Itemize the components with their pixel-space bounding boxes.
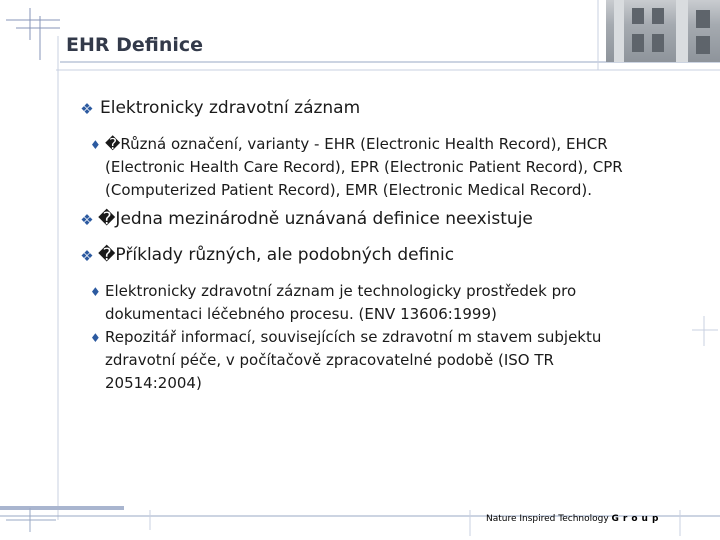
footer-group: Group — [611, 514, 663, 524]
diamond-suit-icon: ❖ — [80, 100, 94, 118]
header-building-photo — [606, 0, 720, 62]
sub-bullet-1-1: �Různá označení, varianty - EHR (Electronic Health Record), EHCR (Electronic Health Care Record), EPR (Electronic Patient Record), CPR (Computerized Patient Record), EMR (Electronic Medical Record). — [105, 135, 623, 199]
diamond-icon: ♦ — [90, 331, 101, 345]
bullet-item-2: �Jedna mezinárodně uznávaná definice neexistuje — [98, 209, 533, 229]
diamond-suit-icon: ❖ — [80, 247, 94, 265]
slide-title: EHR Definice — [66, 34, 204, 56]
bullet-item-3: �Příklady různých, ale podobných definic — [98, 245, 455, 265]
footer-logo-text — [486, 514, 662, 524]
sub-bullet-3-1: Elektronicky zdravotní záznam je technologicky prostředek pro dokumentaci léčebného procesu. (ENV 13606:1999) — [105, 282, 577, 323]
footer-text: Nature Inspired Technology — [486, 514, 609, 524]
bullet-item-1: Elektronicky zdravotní záznam — [100, 98, 361, 118]
diamond-suit-icon: ❖ — [80, 211, 94, 229]
diamond-icon: ♦ — [90, 285, 101, 299]
diamond-icon: ♦ — [90, 138, 101, 152]
sub-bullet-3-2: Repozitář informací, souvisejících se zdravotní m stavem subjektu zdravotní péče, v počítačově zpracovatelné podobě (ISO TR 20514:2004) — [105, 328, 602, 392]
